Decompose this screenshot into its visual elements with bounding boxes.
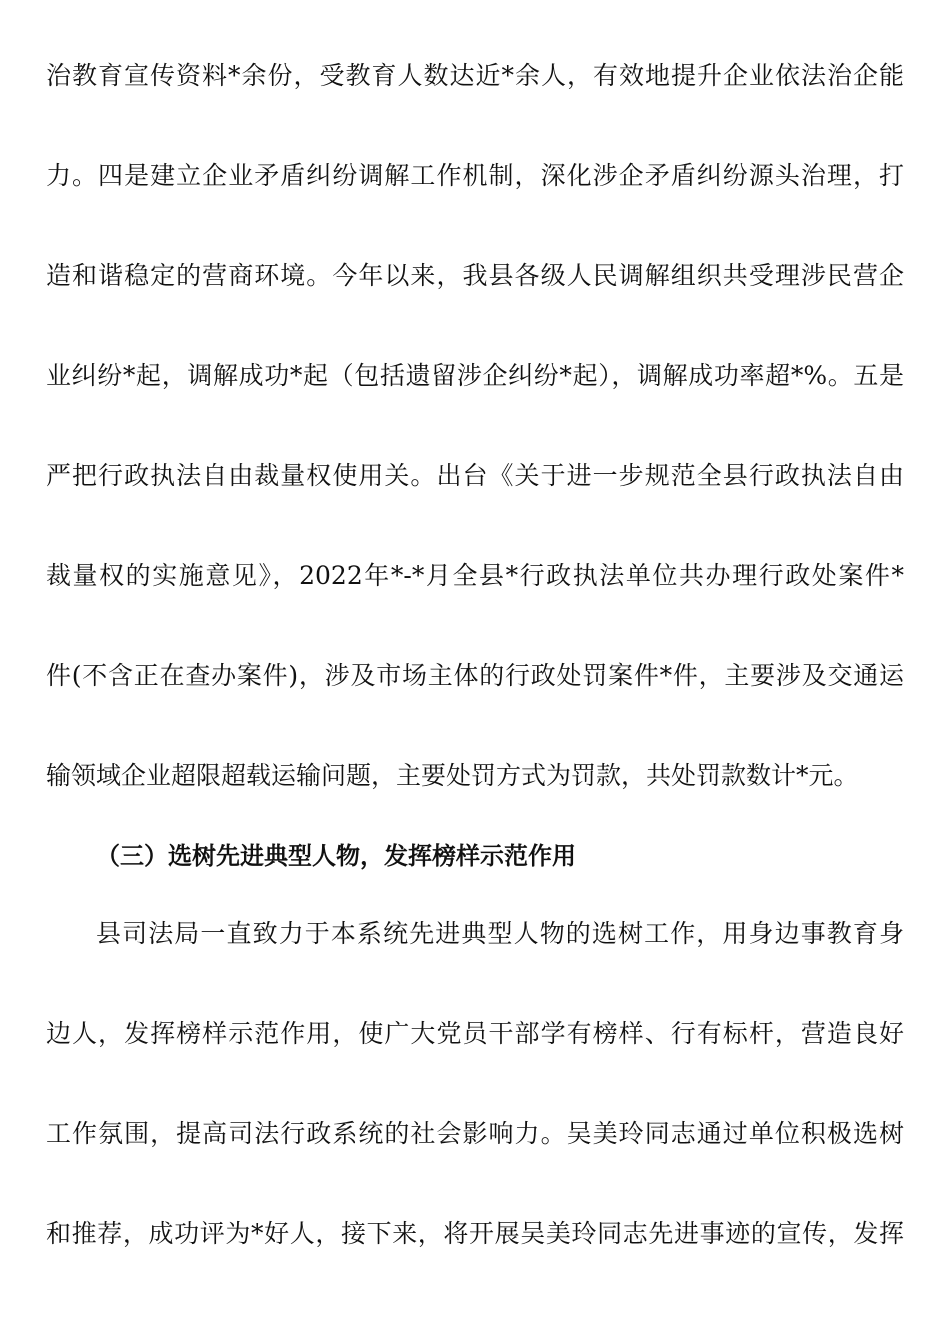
paragraph-line: 县司法局一直致力于本系统先进典型人物的选树工作，用身边事教育身 xyxy=(96,919,904,948)
paragraph-line: 工作氛围，提高司法行政系统的社会影响力。吴美玲同志通过单位积极选树 xyxy=(46,1119,904,1148)
paragraph-line: 力。四是建立企业矛盾纠纷调解工作机制，深化涉企矛盾纠纷源头治理，打 xyxy=(46,161,904,190)
paragraph-line: 严把行政执法自由裁量权使用关。出台《关于进一步规范全县行政执法自由 xyxy=(46,461,904,490)
paragraph-line: 治教育宣传资料*余份，受教育人数达近*余人，有效地提升企业依法治企能 xyxy=(46,61,904,90)
paragraph-line: 和推荐，成功评为*好人，接下来，将开展吴美玲同志先进事迹的宣传，发挥 xyxy=(46,1219,904,1248)
paragraph-line: 裁量权的实施意见》，2022年*-*月全县*行政执法单位共办理行政处案件* xyxy=(46,561,904,590)
section-heading: （三）选树先进典型人物，发挥榜样示范作用 xyxy=(96,842,576,870)
paragraph-line: 件(不含正在查办案件)，涉及市场主体的行政处罚案件*件，主要涉及交通运 xyxy=(46,661,904,690)
paragraph-line: 输领域企业超限超载运输问题，主要处罚方式为罚款，共处罚款数计*元。 xyxy=(46,761,859,790)
paragraph-line: 业纠纷*起，调解成功*起（包括遗留涉企纠纷*起），调解成功率超*%。五是 xyxy=(46,361,904,390)
paragraph-line: 造和谐稳定的营商环境。今年以来，我县各级人民调解组织共受理涉民营企 xyxy=(46,261,904,290)
paragraph-line: 边人，发挥榜样示范作用，使广大党员干部学有榜样、行有标杆，营造良好 xyxy=(46,1019,904,1048)
